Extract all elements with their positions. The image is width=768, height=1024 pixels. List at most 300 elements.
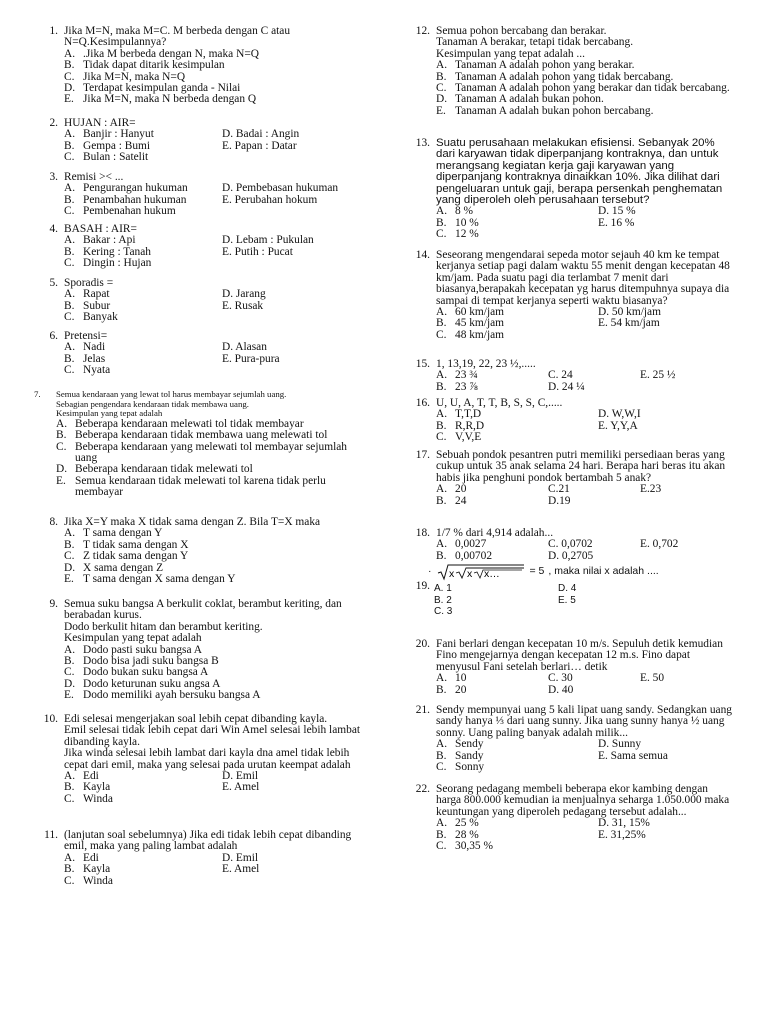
option-letter: A. xyxy=(64,643,76,656)
option-3 xyxy=(222,247,372,258)
question-number: 13. xyxy=(415,137,430,149)
option-text: Z tidak sama dengan Y xyxy=(83,550,189,563)
question-number: 11. xyxy=(44,829,58,841)
option-text: E. Rusak xyxy=(222,299,264,312)
option-letter: B. xyxy=(64,59,75,72)
option-letter: C. xyxy=(64,311,75,324)
option-text: Tidak dapat ditarik kesimpulan xyxy=(83,59,225,72)
option-3 xyxy=(558,595,734,607)
option-grid xyxy=(64,645,372,702)
option-letter: C. xyxy=(64,70,75,83)
option-3 xyxy=(222,782,372,793)
option-3 xyxy=(436,382,548,393)
option-text: Sendy xyxy=(455,738,484,751)
option-letter: C. xyxy=(56,440,67,453)
option-2 xyxy=(640,539,736,550)
option-2 xyxy=(64,864,222,875)
option-text: Winda xyxy=(83,874,113,887)
question-16 xyxy=(406,398,736,444)
option-letter: C. xyxy=(436,761,447,774)
option-text: Beberapa kendaraan tidak membawa uang melewati tol xyxy=(75,429,328,442)
option-grid xyxy=(64,183,372,217)
option-letter: A. xyxy=(64,527,76,540)
option-4 xyxy=(64,206,222,217)
question-number: 20. xyxy=(415,638,430,650)
question-11 xyxy=(34,830,372,887)
option-letter: B. xyxy=(64,299,75,312)
question-text: Sendy mempunyai uang 5 kali lipat uang sandy. Sedangkan uang sandy hanya ⅓ dari uang sunny. Jika uang sunny hanya ½ uang sonny. Uang paling banyak adalah milik... xyxy=(436,704,732,739)
question-number: 15. xyxy=(415,358,430,370)
option-letter: B. xyxy=(436,828,447,841)
option-text: Kayla xyxy=(83,781,111,794)
option-letter: E. xyxy=(436,104,446,117)
option-text: Tanaman A adalah pohon yang berakar. xyxy=(455,59,635,72)
option-text: Dodo keturunan suku angsa A xyxy=(83,677,221,690)
question-text: Remisi >< ... xyxy=(64,171,124,183)
option-text: 12 % xyxy=(455,228,479,241)
question-number: 17. xyxy=(415,449,430,461)
option-grid xyxy=(436,484,736,507)
option-text: D. Sunny xyxy=(598,738,642,751)
option-3 xyxy=(598,318,736,329)
option-grid xyxy=(434,583,734,618)
option-grid xyxy=(64,528,372,585)
option-text: .Jika M berbeda dengan N, maka N=Q xyxy=(83,47,259,60)
question-number: 5. xyxy=(49,277,58,289)
option-letter: B. xyxy=(64,245,75,258)
option-text: E. 5 xyxy=(558,594,576,606)
option-text: D. 31, 15% xyxy=(598,817,650,830)
option-text: Jika M=N, maka N berbeda dengan Q xyxy=(83,93,257,106)
nested-root-expression xyxy=(436,563,526,581)
option-letter: C. xyxy=(436,431,447,444)
option-text: C.21 xyxy=(548,483,570,496)
option-letter: B. xyxy=(64,781,75,794)
option-text: D. 24 ¼ xyxy=(548,380,585,393)
question-number: 22. xyxy=(415,783,430,795)
question-8 xyxy=(34,517,372,585)
question-17 xyxy=(406,450,736,507)
option-text: V,V,E xyxy=(455,431,482,444)
question-text: Pretensi= xyxy=(64,330,108,342)
option-4 xyxy=(64,94,372,105)
option-letter: C. xyxy=(64,874,75,887)
option-text: T sama dengan Y xyxy=(83,527,163,540)
option-text: D. Emil xyxy=(222,770,259,783)
option-grid xyxy=(56,419,372,499)
option-text: Terdapat kesimpulan ganda - Nilai xyxy=(83,82,241,95)
option-0 xyxy=(436,539,548,550)
option-text: D. 40 xyxy=(548,683,574,696)
option-grid xyxy=(64,853,372,887)
svg-text:x…: x… xyxy=(483,568,500,580)
question-10 xyxy=(34,714,372,805)
option-text: Edi xyxy=(83,770,99,783)
option-text: D.19 xyxy=(548,494,571,507)
option-letter: A. xyxy=(64,770,76,783)
question-text: HUJAN : AIR= xyxy=(64,117,136,129)
question-number: 14. xyxy=(415,249,430,261)
option-4 xyxy=(56,476,372,499)
option-text: Jika M=N, maka N=Q xyxy=(83,70,186,83)
option-text: E. Putih : Pucat xyxy=(222,245,293,258)
option-text: C. 30 xyxy=(548,672,573,685)
option-text: 48 km/jam xyxy=(455,328,505,341)
question-21 xyxy=(406,705,736,773)
option-text: Edi xyxy=(83,851,99,864)
option-3 xyxy=(598,830,736,841)
option-text: D. 4 xyxy=(558,583,577,594)
question-number: 1. xyxy=(49,25,58,37)
option-4 xyxy=(436,229,598,240)
option-grid xyxy=(64,342,372,376)
option-0 xyxy=(436,60,736,71)
question-text: Semua suku bangsa A berkulit coklat, berambut keriting, dan berabadan kurus. Dodo berkulit hitam dan berambut keriting. Kesimpulan yang tepat adalah xyxy=(64,598,342,645)
option-letter: A. xyxy=(64,851,76,864)
option-text: E. 0,702 xyxy=(640,538,679,551)
option-1 xyxy=(64,60,372,71)
question-2 xyxy=(34,118,372,164)
question-7 xyxy=(34,390,372,499)
question-text: Jika X=Y maka X tidak sama dengan Z. Bila T=X maka xyxy=(64,516,321,528)
option-text: R,R,D xyxy=(455,419,485,432)
option-2 xyxy=(56,442,372,465)
option-text: C. 0,0702 xyxy=(548,538,593,551)
option-text: Banyak xyxy=(83,311,118,324)
question-text: U, U, A, T, T, B, S, S, C,..... xyxy=(436,397,563,409)
option-text: D. Emil xyxy=(222,851,259,864)
option-4 xyxy=(64,152,222,163)
option-letter: B. xyxy=(436,683,447,696)
option-text: E. 31,25% xyxy=(598,828,646,841)
option-letter: A. xyxy=(436,408,448,421)
question-number: 6. xyxy=(49,330,58,342)
option-letter: D. xyxy=(56,463,68,476)
option-text: Kayla xyxy=(83,863,111,876)
option-4 xyxy=(436,762,598,773)
svg-text:x: x xyxy=(448,568,454,580)
option-letter: A. xyxy=(436,306,448,319)
option-grid xyxy=(436,60,736,117)
option-text: Pembenahan hukum xyxy=(83,205,176,218)
question-text: BASAH : AIR= xyxy=(64,223,137,235)
option-text: Nadi xyxy=(83,341,106,354)
question-number: 3. xyxy=(49,171,58,183)
option-letter: E. xyxy=(64,573,74,586)
question-18 xyxy=(406,528,736,562)
option-letter: B. xyxy=(436,70,447,83)
option-letter: C. xyxy=(436,328,447,341)
question-number: 16. xyxy=(415,397,430,409)
option-1 xyxy=(598,739,736,750)
option-text: 23 ¾ xyxy=(455,369,478,382)
option-0 xyxy=(436,673,548,684)
option-text: Pengurangan hukuman xyxy=(83,182,188,195)
option-letter: A. xyxy=(436,205,448,218)
option-text: Dingin : Hujan xyxy=(83,257,152,270)
option-text: E. 16 % xyxy=(598,216,635,229)
option-text: Tanaman A adalah pohon yang berakar dan tidak bercabang. xyxy=(455,82,730,95)
question-text: 1/7 % dari 4,914 adalah... xyxy=(436,527,554,539)
option-letter: B. xyxy=(64,352,75,365)
option-letter: C. xyxy=(436,228,447,241)
option-grid xyxy=(64,289,372,323)
option-4 xyxy=(434,606,558,618)
option-2 xyxy=(434,595,558,607)
option-4 xyxy=(64,574,372,585)
question-number: 7. xyxy=(34,389,41,399)
option-2 xyxy=(640,673,736,684)
option-3 xyxy=(436,496,548,507)
question-text: Sporadis = xyxy=(64,277,114,289)
option-0 xyxy=(436,370,548,381)
option-letter: B. xyxy=(64,538,75,551)
question-number: 18. xyxy=(415,527,430,539)
option-text: 0,00702 xyxy=(455,549,493,562)
option-1 xyxy=(56,430,372,441)
option-text: T sama dengan X sama dengan Y xyxy=(83,573,236,586)
option-text: 23 ⅞ xyxy=(455,380,478,393)
option-4 xyxy=(436,106,736,117)
option-text: Dodo memiliki ayah bersuku bangsa A xyxy=(83,689,261,702)
option-text: Semua kendaraan tidak melewati tol karena tidak perlu membayar xyxy=(75,474,326,499)
option-text: 10 xyxy=(455,672,467,685)
option-letter: C. xyxy=(436,82,447,95)
option-text: 25 % xyxy=(455,817,479,830)
option-text: 0,0027 xyxy=(455,538,487,551)
option-letter: C. xyxy=(64,205,75,218)
question-number: 12. xyxy=(415,25,430,37)
option-4 xyxy=(548,496,640,507)
option-3 xyxy=(222,354,372,365)
option-0 xyxy=(436,484,548,495)
option-4 xyxy=(64,876,222,887)
option-text: 8 % xyxy=(455,205,474,218)
question-text: , maka nilai x adalah .... xyxy=(548,565,659,578)
option-1 xyxy=(598,818,736,829)
option-letter: A. xyxy=(436,59,448,72)
question-number: 2. xyxy=(49,117,58,129)
option-letter: B. xyxy=(436,549,447,562)
option-text: Banjir : Hanyut xyxy=(83,128,154,141)
option-text: Sonny xyxy=(455,761,485,774)
option-text: 20 xyxy=(455,683,467,696)
option-4 xyxy=(548,382,640,393)
question-number: 9. xyxy=(49,598,58,610)
option-4 xyxy=(436,330,598,341)
option-3 xyxy=(222,141,372,152)
option-text: X sama dengan Z xyxy=(83,561,164,574)
option-text: A. 1 xyxy=(434,583,452,594)
option-letter: A. xyxy=(64,341,76,354)
option-text: Dodo bukan suku bangsa A xyxy=(83,666,209,679)
option-grid xyxy=(436,370,736,393)
question-number: 4. xyxy=(49,223,58,235)
option-text: 45 km/jam xyxy=(455,317,505,330)
option-3 xyxy=(222,864,372,875)
option-letter: D. xyxy=(64,82,76,95)
option-text: Jelas xyxy=(83,352,106,365)
option-3 xyxy=(598,218,736,229)
option-text: Rapat xyxy=(83,288,110,301)
question-text: Seseorang mengendarai sepeda motor sejauh 40 km ke tempat kerjanya setiap pagi dalam waktu 55 menit dengan kecepatan 48 km/jam. Pada suatu pagi dia terlambat 7 menit dari biasanya,berapakah kecepatan yg harus ditempuhnya supaya dia sampai di tempat kerjanya seperti waktu biasanya? xyxy=(436,249,730,307)
option-4 xyxy=(64,690,372,701)
option-text: D. Jarang xyxy=(222,288,266,301)
option-text: E. 54 km/jam xyxy=(598,317,660,330)
option-text: E. Sama semua xyxy=(598,749,668,762)
option-3 xyxy=(436,551,548,562)
option-letter: B. xyxy=(64,139,75,152)
option-2 xyxy=(64,551,372,562)
option-letter: E. xyxy=(56,474,66,487)
option-letter: C. xyxy=(64,792,75,805)
option-text: Nyata xyxy=(83,364,111,377)
option-text: Dodo pasti suku bangsa A xyxy=(83,643,202,656)
question-text: Semua kendaraan yang lewat tol harus membayar sejumlah uang. Sebagian pengendara kendaraan tidak membawa uang. Kesimpulan yang tepat adalah xyxy=(56,389,287,419)
option-letter: D. xyxy=(436,93,448,106)
option-0 xyxy=(436,739,598,750)
question-text: Suatu perusahaan melakukan efisiensi. Sebanyak 20% dari karyawan tidak diperpanjang kontraknya, dan untuk merangsang kegiatan kerja gaji karyawan yang diperpanjang kontraknya dinaikkan 10%. Jika dilihat dari pengeluaran untuk gaji, berapa persenkah penghematan yang diperoleh oleh perusahaan tersebut? xyxy=(436,137,723,207)
option-letter: A. xyxy=(436,483,448,496)
option-letter: B. xyxy=(436,419,447,432)
option-text: Penambahan hukuman xyxy=(83,193,187,206)
option-text: D. 0,2705 xyxy=(548,549,594,562)
radical-equation xyxy=(428,563,728,581)
option-letter: A. xyxy=(436,738,448,751)
option-1 xyxy=(548,673,640,684)
option-letter: A. xyxy=(436,817,448,830)
question-15 xyxy=(406,359,736,393)
option-text: E. 25 ½ xyxy=(640,369,676,382)
option-3 xyxy=(222,195,372,206)
option-letter: A. xyxy=(64,128,76,141)
option-letter: B. xyxy=(436,317,447,330)
option-text: 10 % xyxy=(455,216,479,229)
option-4 xyxy=(64,794,222,805)
question-6 xyxy=(34,331,372,377)
option-letter: E. xyxy=(64,93,74,106)
option-letter: B. xyxy=(436,216,447,229)
question-4 xyxy=(34,224,372,270)
option-text: D. 15 % xyxy=(598,205,636,218)
question-text: Semua pohon bercabang dan berakar. Tanaman A berakar, tetapi tidak bercabang. Kesimpulan yang tepat adalah ... xyxy=(436,25,634,60)
option-text: D. W,W,I xyxy=(598,408,641,421)
option-letter: A. xyxy=(436,369,448,382)
option-text: Bulan : Satelit xyxy=(83,151,149,164)
option-text: Bakar : Api xyxy=(83,234,136,247)
equation-value: = 5 xyxy=(529,565,545,578)
option-text: C. 3 xyxy=(434,606,453,618)
option-letter: A. xyxy=(64,234,76,247)
option-grid xyxy=(64,49,372,106)
option-4 xyxy=(64,258,222,269)
question-text: 1, 13,19, 22, 23 ½,..... xyxy=(436,358,536,370)
option-text: Tanaman A adalah bukan pohon. xyxy=(455,93,604,106)
option-letter: D. xyxy=(64,561,76,574)
option-4 xyxy=(548,551,640,562)
option-letter: B. xyxy=(56,429,67,442)
question-5 xyxy=(34,278,372,324)
option-text: 20 xyxy=(455,483,467,496)
option-grid xyxy=(64,771,372,805)
option-text: T tidak sama dengan X xyxy=(83,538,189,551)
option-letter: C. xyxy=(64,550,75,563)
option-text: 30,35 % xyxy=(455,840,493,853)
option-text: D. Lebam : Pukulan xyxy=(222,234,314,247)
option-letter: B. xyxy=(436,494,447,507)
question-number: 19. xyxy=(415,580,430,592)
option-text: E. Y,Y,A xyxy=(598,419,638,432)
option-letter: A. xyxy=(56,417,68,430)
option-text: D. Badai : Angin xyxy=(222,128,300,141)
option-letter: E. xyxy=(64,689,74,702)
option-text: E. Amel xyxy=(222,863,260,876)
option-text: D. Alasan xyxy=(222,341,267,354)
option-2 xyxy=(640,370,736,381)
option-text: Tanaman A adalah bukan pohon bercabang. xyxy=(455,104,654,117)
option-text: Winda xyxy=(83,792,113,805)
option-grid xyxy=(436,409,736,443)
question-19 xyxy=(406,565,736,634)
option-text: E. Pura-pura xyxy=(222,352,280,365)
option-text: Beberapa kendaraan melewati tol tidak membayar xyxy=(75,417,304,430)
option-grid xyxy=(436,307,736,341)
option-grid xyxy=(64,235,372,269)
question-text: Edi selesai mengerjakan soal lebih cepat dibanding kayla. Emil selesai tidak lebih cepat dari Win Amel selesai lebih lambat dibanding kayla. Jika winda selesai lebih lambat dari kayla dna amel tidak lebih cepat dari emil, maka yang selesai pada urutan keempat adalah xyxy=(64,713,361,771)
option-letter: C. xyxy=(64,364,75,377)
option-text: T,T,D xyxy=(455,408,482,421)
option-text: E. Perubahan hokum xyxy=(222,193,318,206)
option-grid xyxy=(436,818,736,852)
option-3 xyxy=(598,421,736,432)
option-text: Sandy xyxy=(455,749,484,762)
question-number: 8. xyxy=(49,516,58,528)
option-2 xyxy=(640,484,736,495)
option-text: 60 km/jam xyxy=(455,306,505,319)
question-number: 10. xyxy=(43,713,58,725)
option-text: Subur xyxy=(83,299,111,312)
question-3 xyxy=(34,172,372,218)
question-13 xyxy=(406,138,736,241)
question-9 xyxy=(34,599,372,702)
option-grid xyxy=(64,129,372,163)
option-grid xyxy=(436,673,736,696)
option-text: 28 % xyxy=(455,828,479,841)
question-22 xyxy=(406,784,736,852)
question-text: Seorang pedagang membeli beberapa ekor kambing dengan harga 800.000 kemudian ia menjualnya seharga 1.050.000 maka keuntungan yang diperoleh pedagang tersebut adalah... xyxy=(436,783,730,818)
option-letter: C. xyxy=(64,666,75,679)
svg-text:x: x xyxy=(466,568,472,580)
option-text: D. 50 km/jam xyxy=(598,306,661,319)
question-14 xyxy=(406,250,736,341)
option-letter: B. xyxy=(64,863,75,876)
option-text: C. 24 xyxy=(548,369,573,382)
option-4 xyxy=(64,365,222,376)
option-letter: A. xyxy=(64,47,76,60)
option-4 xyxy=(548,685,640,696)
option-text: D. Pembebasan hukuman xyxy=(222,182,339,195)
option-4 xyxy=(436,841,598,852)
option-letter: B. xyxy=(64,655,75,668)
option-text: Beberapa kendaraan yang melewati tol membayar sejumlah uang xyxy=(75,440,347,464)
option-text: Dodo bisa jadi suku bangsa B xyxy=(83,655,219,668)
question-text: Jika M=N, maka M=C. M berbeda dengan C atau N=Q.Kesimpulannya? xyxy=(64,25,291,49)
option-text: E.23 xyxy=(640,483,662,496)
option-letter: A. xyxy=(64,182,76,195)
option-letter: B. xyxy=(436,749,447,762)
question-1 xyxy=(34,26,372,106)
option-text: Gempa : Bumi xyxy=(83,139,151,152)
